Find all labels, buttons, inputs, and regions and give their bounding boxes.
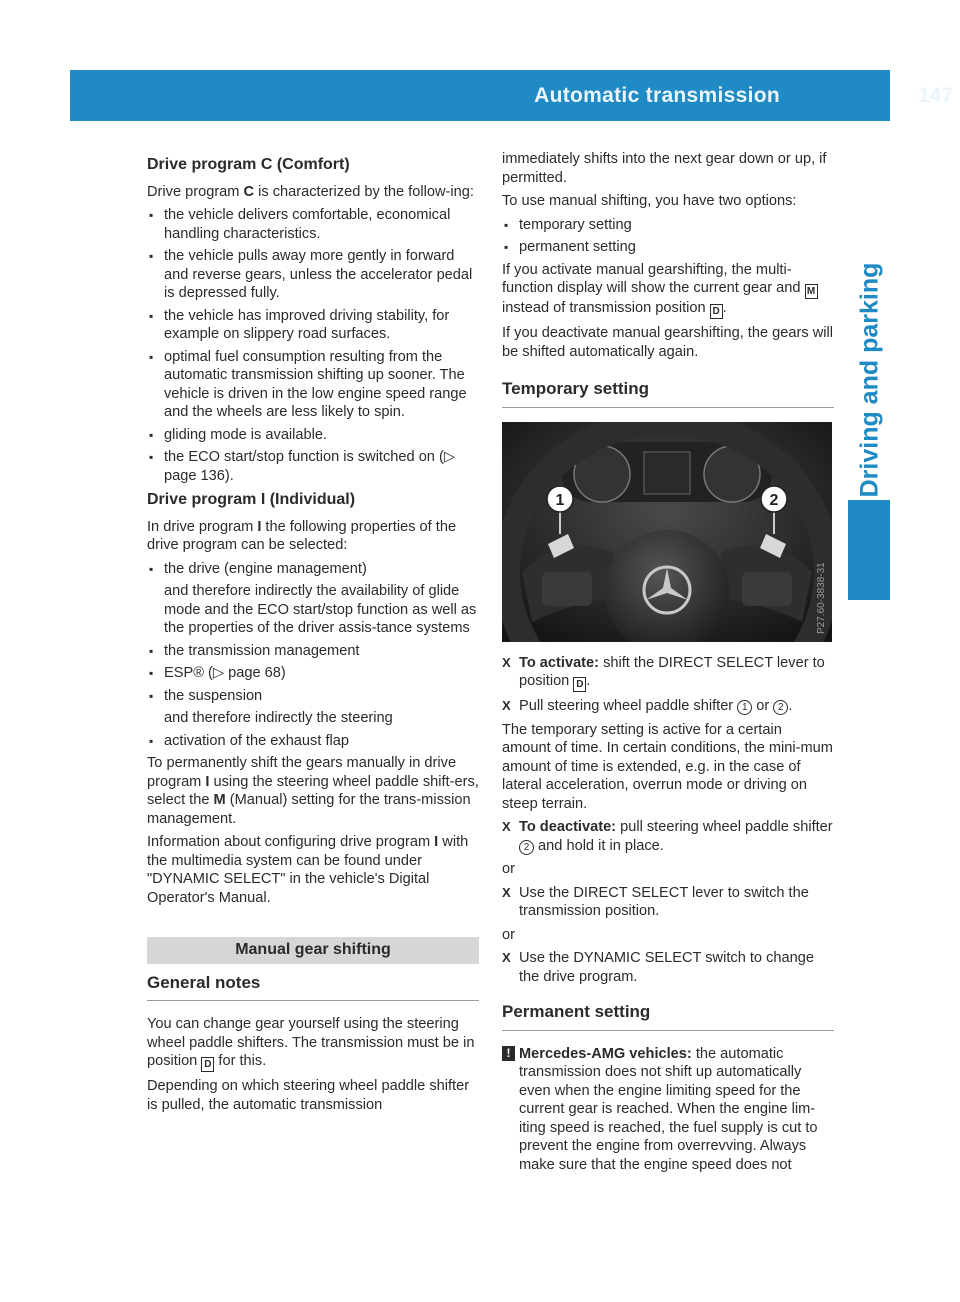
page-header xyxy=(70,70,954,121)
text: (Manual) setting for the trans-mission management. xyxy=(147,792,471,827)
text: . xyxy=(722,300,727,316)
general-notes-heading: General notes xyxy=(147,974,479,1002)
item-sub: and therefore indirectly the availability of glide mode and the ECO start/stop function as well as the properties of the driver assis-tance systems xyxy=(164,583,477,636)
general-paragraph-2: Depending on which steering wheel paddle shifter is pulled, the automatic transmission xyxy=(147,1078,470,1113)
page-number: 147 xyxy=(918,84,954,107)
info-paragraph xyxy=(147,833,479,907)
general-paragraph-1 xyxy=(147,1015,479,1072)
comfort-intro xyxy=(147,183,479,202)
callout-1-ref: 1 xyxy=(737,700,752,715)
side-section-text: Driving and parking xyxy=(855,262,884,498)
text: In drive program xyxy=(147,518,258,535)
text: pull steering wheel paddle shifter xyxy=(616,819,833,835)
warning-note xyxy=(502,1045,834,1175)
step-direct-select: X Use the DIRECT SELECT lever to switch the transmission position. xyxy=(502,884,834,921)
permanent-paragraph xyxy=(147,754,479,828)
text: with the multimedia system can be found under "DYNAMIC SELECT" in the vehicle's Digital Operator's Manual. xyxy=(147,834,469,906)
step-label: To deactivate: xyxy=(519,819,617,835)
or-separator: or xyxy=(502,861,515,877)
text: Information about configuring drive program xyxy=(147,834,435,850)
list-item xyxy=(147,732,479,751)
warning-icon: ! xyxy=(502,1046,515,1061)
text: . xyxy=(788,698,793,714)
text: is characterized by the follow-ing: xyxy=(254,183,474,200)
list-item: ▪ the ECO start/stop function is switched on (▷ page 136). xyxy=(147,448,479,485)
continuation-paragraph: immediately shifts into the next gear down or up, if permitted. xyxy=(502,151,827,186)
list-item xyxy=(147,642,479,661)
options-list xyxy=(502,216,834,257)
text: for this. xyxy=(214,1053,267,1069)
temporary-active-paragraph: The temporary setting is active for a certain amount of time. In certain conditions, the mini-mum amount of time is extended, e.g. in the case of lateral acceleration, overrun mode or driving on steep terrain. xyxy=(502,721,833,812)
program-letter: I xyxy=(257,518,262,535)
steering-wheel-illustration xyxy=(502,422,832,642)
deactivate-paragraph: If you deactivate manual gearshifting, the gears will be shifted automatically again. xyxy=(502,325,833,360)
side-tab-marker xyxy=(848,500,890,600)
list-item: ▪ the vehicle pulls away more gently in forward and reverse gears, unless the accelerator pedal is depressed fully. xyxy=(147,247,479,303)
item-main: ▪ ESP® (▷ page 68) xyxy=(164,665,286,681)
text: Drive program xyxy=(147,183,244,200)
activate-paragraph xyxy=(502,261,834,320)
center-display xyxy=(644,452,690,494)
or-separator: or xyxy=(502,926,515,943)
manual-m-symbol: M xyxy=(805,284,818,299)
list-item xyxy=(147,560,479,638)
individual-heading: Drive program I (Individual) xyxy=(147,491,356,508)
step-deactivate xyxy=(502,818,834,855)
callout-1-label: 1 xyxy=(555,491,565,509)
steering-wheel-photo xyxy=(502,422,832,642)
text: Pull steering wheel paddle shifter xyxy=(519,698,738,714)
step-activate xyxy=(502,654,834,693)
text: shift the DIRECT SELECT lever to position xyxy=(519,654,825,689)
item-main: ▪ the drive (engine management) xyxy=(164,560,367,577)
step-label: To activate: xyxy=(519,654,600,671)
permanent-setting-heading: Permanent setting xyxy=(502,1003,834,1031)
comfort-list xyxy=(147,206,479,485)
list-item: ▪ the vehicle delivers comfortable, economical handling characteristics. xyxy=(147,206,479,243)
list-item xyxy=(147,664,479,683)
list-item: ▪ the vehicle has improved driving stability, for example on slippery road surfaces. xyxy=(147,307,479,344)
item-sub: and therefore indirectly the steering xyxy=(164,710,393,726)
step-dynamic-select: X Use the DYNAMIC SELECT switch to change the drive program. xyxy=(502,949,834,986)
individual-intro xyxy=(147,518,479,555)
side-section-label xyxy=(852,262,888,498)
temporary-setting-heading: Temporary setting xyxy=(502,380,834,408)
left-column xyxy=(147,150,479,1119)
setting-letter: M xyxy=(213,792,226,808)
text: the following properties of the drive program can be selected: xyxy=(147,518,457,553)
text: instead of transmission position xyxy=(502,300,710,316)
text: or xyxy=(752,698,774,714)
item-main: ▪ the transmission management xyxy=(164,642,360,659)
manual-gear-shifting-banner: Manual gear shifting xyxy=(147,937,479,964)
list-item: ▪ gliding mode is available. xyxy=(147,426,479,445)
position-d-symbol: D xyxy=(201,1057,214,1072)
program-letter: I xyxy=(434,834,439,850)
step-pull-paddle xyxy=(502,697,834,716)
options-intro: To use manual shifting, you have two options: xyxy=(502,193,797,209)
list-item: ▪ temporary setting xyxy=(502,216,834,235)
text: You can change gear yourself using the steering wheel paddle shifters. The transmission must be in position xyxy=(147,1016,475,1069)
image-watermark: P27.60-3838-31 xyxy=(816,561,827,634)
comfort-heading: Drive program C (Comfort) xyxy=(147,156,350,173)
individual-list xyxy=(147,560,479,751)
program-letter: I xyxy=(205,773,210,790)
callout-2-ref: 2 xyxy=(519,840,534,855)
position-d-symbol: D xyxy=(573,677,586,692)
text: To permanently shift the gears manually in drive program xyxy=(147,755,457,790)
item-main: ▪ the suspension xyxy=(164,687,263,704)
callout-2-label: 2 xyxy=(769,491,779,509)
text: If you activate manual gearshifting, the multi-function display will show the current gear and xyxy=(502,261,805,296)
item-main: ▪ activation of the exhaust flap xyxy=(164,732,349,749)
list-item: ▪ optimal fuel consumption resulting from the automatic transmission shifting up sooner. The vehicle is driven in the low engine speed range and the wheels are less likely to spin. xyxy=(147,348,479,422)
text: . xyxy=(586,673,591,689)
left-control-buttons xyxy=(542,572,592,606)
list-item: ▪ permanent setting xyxy=(502,238,834,257)
right-column xyxy=(502,150,834,1174)
warning-text: the automatic transmission does not shift up automatically even when the engine limiting speed for the current gear is reached. When the engine lim-iting speed is reached, the fuel supply is cut to prevent the engine from overrevving. Always make sure that the engine speed does not xyxy=(519,1045,818,1173)
right-control-buttons xyxy=(742,572,792,606)
header-title: Automatic transmission xyxy=(534,84,780,107)
list-item xyxy=(147,687,479,728)
text: and hold it in place. xyxy=(534,837,664,854)
header-separator xyxy=(902,80,904,114)
callout-2-ref: 2 xyxy=(773,700,788,715)
position-d-symbol: D xyxy=(710,304,723,319)
text: using the steering wheel paddle shift-ers, select the xyxy=(147,773,479,808)
warning-label: Mercedes-AMG vehicles: xyxy=(519,1045,692,1062)
program-letter: C xyxy=(243,183,255,200)
